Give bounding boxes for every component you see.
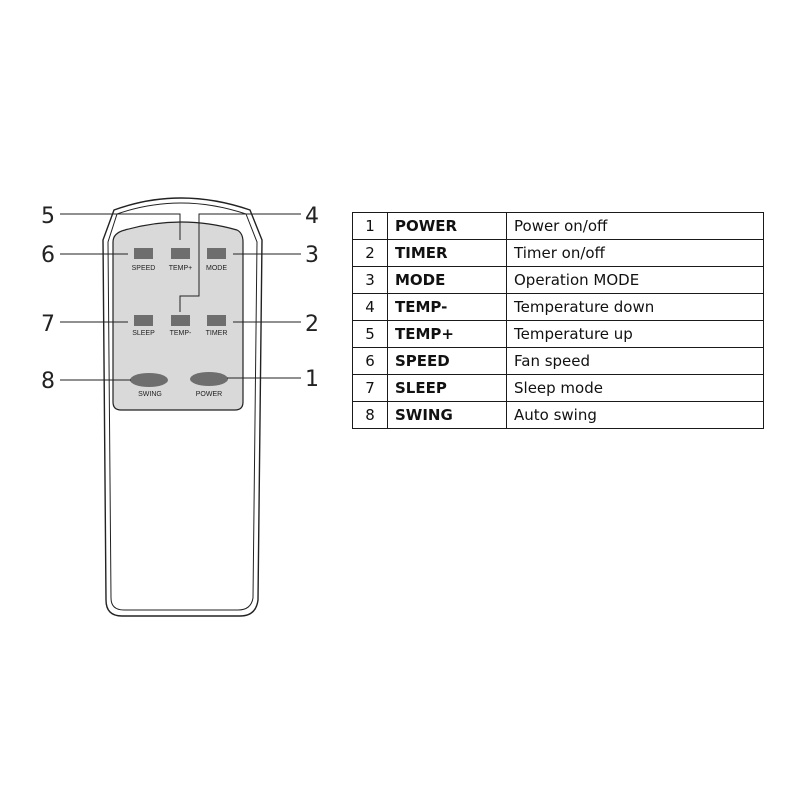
table-row [353,267,764,294]
swing-button[interactable] [130,373,168,387]
row-number: 5 [353,321,388,348]
row-number: 2 [353,240,388,267]
button-name: TEMP+ [388,321,507,348]
speed-button-label: SPEED [131,265,156,272]
row-number: 8 [353,402,388,429]
callout-3: 3 [305,243,319,268]
callout-2: 2 [305,312,319,337]
row-number: 1 [353,213,388,240]
speed-button[interactable] [134,248,153,259]
row-number: 4 [353,294,388,321]
sleep-button-label: SLEEP [132,330,155,337]
callout-7: 7 [41,312,55,337]
temp-up-button-label: TEMP+ [168,265,193,272]
callout-6: 6 [41,243,55,268]
button-name: MODE [388,267,507,294]
temp-down-button-label: TEMP- [169,330,192,337]
table-row [353,402,764,429]
button-name: SLEEP [388,375,507,402]
table-row [353,213,764,240]
row-number: 7 [353,375,388,402]
button-description: Temperature down [507,294,764,321]
table-row [353,240,764,267]
callout-5: 5 [41,204,55,229]
button-description: Power on/off [507,213,764,240]
table-row [353,321,764,348]
button-name: TIMER [388,240,507,267]
button-description: Auto swing [507,402,764,429]
button-name: TEMP- [388,294,507,321]
power-button-label: POWER [195,391,223,398]
button-name: POWER [388,213,507,240]
row-number: 6 [353,348,388,375]
button-description: Temperature up [507,321,764,348]
button-description: Timer on/off [507,240,764,267]
button-legend-table [352,212,764,429]
table-row [353,348,764,375]
power-button[interactable] [190,372,228,386]
button-name: SPEED [388,348,507,375]
mode-button-label: MODE [206,265,227,272]
swing-button-label: SWING [138,391,162,398]
button-name: SWING [388,402,507,429]
table-row [353,294,764,321]
mode-button[interactable] [207,248,226,259]
callout-4: 4 [305,204,319,229]
temp-down-button[interactable] [171,315,190,326]
temp-up-button[interactable] [171,248,190,259]
button-description: Fan speed [507,348,764,375]
table-row [353,375,764,402]
button-description: Sleep mode [507,375,764,402]
sleep-button[interactable] [134,315,153,326]
row-number: 3 [353,267,388,294]
callout-1: 1 [305,367,319,392]
callout-8: 8 [41,369,55,394]
timer-button-label: TIMER [205,330,228,337]
timer-button[interactable] [207,315,226,326]
button-description: Operation MODE [507,267,764,294]
